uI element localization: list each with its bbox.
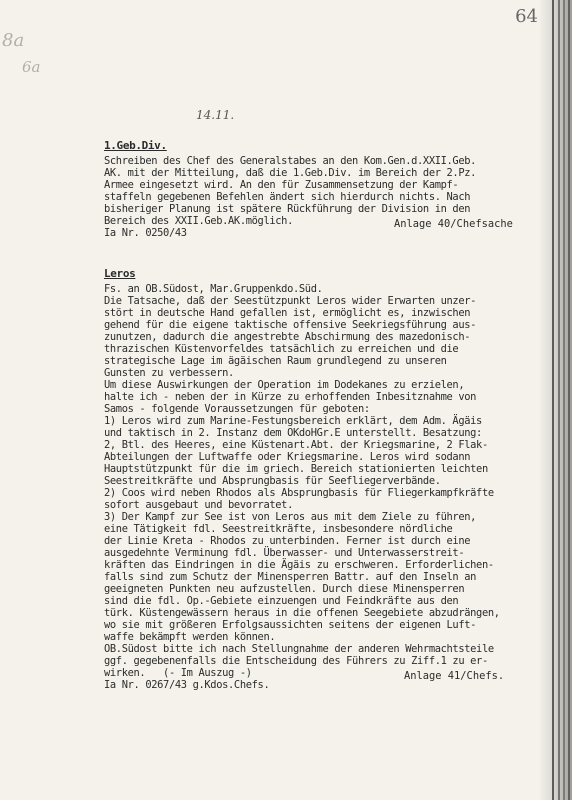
text-line: Fs. an OB.Südost, Mar.Gruppenkdo.Süd.: [104, 283, 323, 295]
text-line: OB.Südost bitte ich nach Stellungnahme der anderen Wehrmachtsteile: [104, 643, 494, 655]
text-line: türk. Küstengewässern heraus in die offenen Seegebiete abzudrängen,: [104, 607, 500, 619]
reference-number: Ia Nr. 0250/43: [104, 227, 187, 239]
text-line: wirken. (- Im Auszug -): [104, 667, 252, 679]
attachment-note: Anlage 41/Chefs.: [404, 670, 505, 682]
text-line: Seestreitkräfte und Absprungbasis für Seefliegerverbände.: [104, 475, 441, 487]
text-line: halte ich - neben der in Kürze zu erhoffenden Inbesitznahme von: [104, 391, 477, 403]
page-edge-shadow: [538, 0, 572, 800]
text-line: ggf. gegebenenfalls die Entscheidung des Führers zu Ziff.1 zu er-: [104, 655, 488, 667]
text-line: Samos - folgende Voraussetzungen für geboten:: [104, 403, 370, 415]
reference-number: Ia Nr. 0267/43 g.Kdos.Chefs.: [104, 679, 270, 691]
text-line: 3) Der Kampf zur See ist von Leros aus mit dem Ziele zu führen,: [104, 511, 477, 523]
text-line: Um diese Auswirkungen der Operation im Dodekanes zu erzielen,: [104, 379, 465, 391]
text-line: kräften das Eindringen in die Ägäis zu erschweren. Erforderlichen-: [104, 559, 494, 571]
text-line: Schreiben des Chef des Generalstabes an den Kom.Gen.d.XXII.Geb.: [104, 155, 477, 167]
text-line: staffeln gegebenen Befehlen ändert sich hierdurch nichts. Nach: [104, 191, 471, 203]
text-line: wo sie mit größeren Erfolgsaussichten seitens der eigenen Luft-: [104, 619, 477, 631]
text-line: Gunsten zu verbessern.: [104, 367, 234, 379]
text-line: Bereich des XXII.Geb.AK.möglich.: [104, 215, 293, 227]
page-number: 64: [515, 6, 538, 27]
text-line: Armee eingesetzt wird. An den für Zusammensetzung der Kampf-: [104, 179, 459, 191]
text-line: thrazischen Küstenvorfeldes tatsächlich zu erreichen und die: [104, 343, 459, 355]
date-stamp: 14.11.: [196, 108, 235, 122]
margin-mark: 6a: [22, 58, 41, 76]
text-line: der Linie Kreta - Rhodos zu unterbinden. Ferner ist durch eine: [104, 535, 471, 547]
text-line: und taktisch in 2. Instanz dem OKdoHGr.E unterstellt. Besatzung:: [104, 427, 482, 439]
text-line: 1) Leros wird zum Marine-Festungsbereich erklärt, dem Adm. Ägäis: [104, 415, 482, 427]
text-line: gehend für die eigene taktische offensive Seekriegsführung aus-: [104, 319, 477, 331]
text-line: AK. mit der Mitteilung, daß die 1.Geb.Div. im Bereich der 2.Pz.: [104, 167, 477, 179]
text-line: sind die fdl. Op.-Gebiete einzuengen und Feindkräfte aus den: [104, 595, 459, 607]
page-edge-line: [568, 0, 570, 800]
text-line: Die Tatsache, daß der Seestützpunkt Leros wider Erwarten unzer-: [104, 295, 477, 307]
text-line: falls sind zum Schutz der Minensperren Battr. auf den Inseln an: [104, 571, 477, 583]
text-line: stört in deutsche Hand gefallen ist, ermöglicht es, inzwischen: [104, 307, 471, 319]
text-line: sofort ausgebaut und bevorratet.: [104, 499, 293, 511]
text-line: waffe bekämpft werden können.: [104, 631, 276, 643]
page-edge-line: [563, 0, 565, 800]
page-edge-line: [558, 0, 560, 800]
text-line: 2, Btl. des Heeres, eine Küstenart.Abt. der Kriegsmarine, 2 Flak-: [104, 439, 488, 451]
text-line: Abteilungen der Luftwaffe oder Kriegsmarine. Leros wird sodann: [104, 451, 471, 463]
text-line: eine Tätigkeit fdl. Seestreitkräfte, insbesondere nördliche: [104, 523, 453, 535]
section-heading: Leros: [104, 267, 136, 280]
section-heading: 1.Geb.Div.: [104, 139, 167, 152]
page-edge-line: [552, 0, 554, 800]
text-line: bisheriger Planung ist spätere Rückführung der Division in den: [104, 203, 471, 215]
text-line: 2) Coos wird neben Rhodos als Absprungbasis für Fliegerkampfkräfte: [104, 487, 494, 499]
text-line: zunutzen, dadurch die angestrebte Abschirmung des mazedonisch-: [104, 331, 471, 343]
text-line: geeigneten Punkten neu aufzustellen. Durch diese Minensperren: [104, 583, 465, 595]
text-line: strategische Lage im ägäischen Raum grundlegend zu unseren: [104, 355, 447, 367]
text-line: ausgedehnte Verminung fdl. Überwasser- und Unterwasserstreit-: [104, 547, 465, 559]
attachment-note: Anlage 40/Chefsache: [394, 218, 513, 230]
margin-mark: 8a: [2, 30, 25, 51]
text-line: Hauptstützpunkt für die im griech. Bereich stationierten leichten: [104, 463, 488, 475]
